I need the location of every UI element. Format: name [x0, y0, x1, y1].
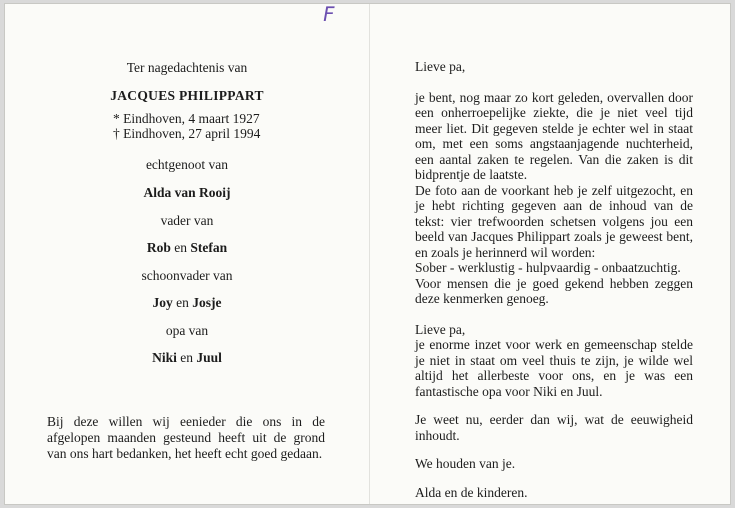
grandfather-label: opa van	[165, 323, 209, 338]
birth-date: * Eindhoven, 4 maart 1927	[113, 111, 260, 126]
inlaw-label: schoonvader van	[141, 268, 233, 283]
grandchild-name: Niki	[152, 350, 177, 365]
paragraph-love: We houden van je.	[415, 456, 516, 471]
paragraph-traits: Voor mensen die je goed gekend hebben zeggen deze kenmerken genoeg.	[415, 275, 693, 306]
child-name: Stefan	[190, 240, 228, 255]
conjunction: en	[176, 295, 189, 310]
signature: Alda en de kinderen.	[415, 484, 528, 500]
greeting: Lieve pa,	[415, 321, 466, 337]
paragraph-dedication: je enorme inzet voor werk en gemeenschap stelde je niet in staat om veel thuis te zijn, je wilde wel altijd het allerbeste voor ons, en je was een fantastische opa voor Niki en Juul.	[415, 337, 693, 399]
child-name: Rob	[146, 240, 171, 255]
thanks-text: Bij deze willen wij eenieder die ons in de afgelopen maanden gesteund heeft uit de grond van ons hart bedanken, het heeft echt goed gedaan.	[47, 414, 325, 461]
paragraph-illness: je bent, nog maar zo kort geleden, overvallen door een onherroepelijke ziekte, die je niet veel tijd meer liet. Dit gegeven stelde je echter wel in staat om, met een soms angstaanjagende nuchterheid, een aantal zaken te regelen. Van die zaken is dit bidprentje de laatste.	[415, 89, 693, 182]
death-date: † Eindhoven, 27 april 1994	[113, 126, 261, 141]
grandchildren-names	[27, 350, 347, 365]
spouse-name: Alda van Rooij	[143, 185, 231, 200]
greeting: Lieve pa,	[415, 59, 466, 74]
keywords-line: Sober - werklustig - hulpvaardig - onbaatzuchtig.	[415, 260, 681, 275]
left-panel	[5, 4, 369, 504]
conjunction: en	[180, 350, 193, 365]
spouse-label: echtgenoot van	[145, 157, 229, 172]
intro-text: Ter nagedachtenis van	[126, 60, 248, 75]
paragraph-photo: De foto aan de voorkant heb je zelf uitgezocht, en je hebt richting gegeven aan de inhoud van de tekst: vier trefwoorden schetsen volgens jou een beeld van Jacques Philippart zoals je geweest bent, en zoals je herinnerd wil worden:	[415, 182, 693, 260]
card-fold	[369, 4, 370, 504]
conjunction: en	[174, 240, 187, 255]
right-panel	[415, 59, 693, 500]
children-names	[27, 240, 347, 255]
paragraph-eternity: Je weet nu, eerder dan wij, wat de eeuwigheid inhoudt.	[415, 412, 693, 443]
inlaw-names	[27, 295, 347, 310]
grandchild-name: Juul	[196, 350, 222, 365]
life-dates	[113, 111, 260, 141]
inlaw-name: Josje	[192, 295, 222, 310]
deceased-name: JACQUES PHILIPPART	[110, 88, 264, 103]
father-label: vader van	[160, 213, 214, 228]
handwritten-mark: F	[320, 2, 337, 26]
memorial-card	[4, 3, 731, 505]
inlaw-name: Joy	[152, 295, 173, 310]
